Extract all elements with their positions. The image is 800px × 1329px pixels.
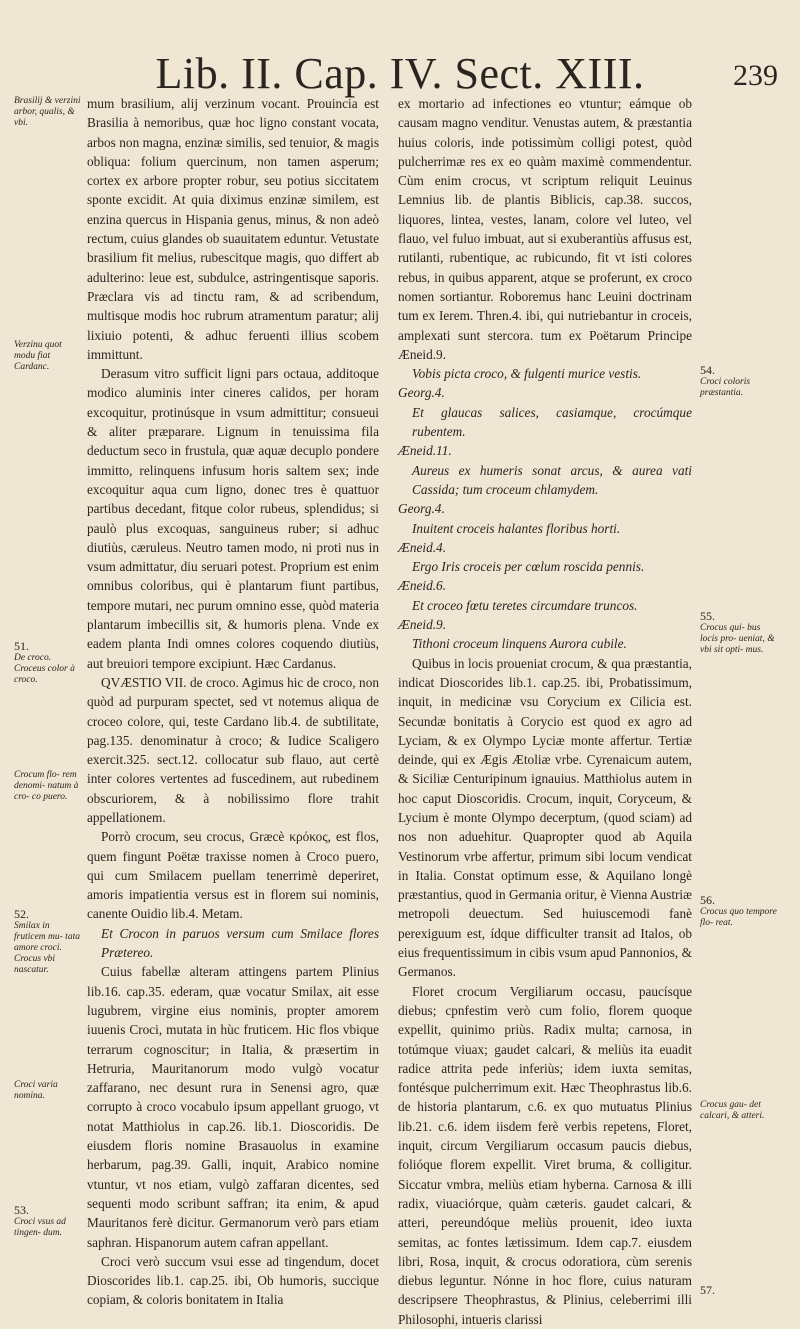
verse-quote: Et glaucas salices, casiamque, crocúmque rubentem. — [412, 404, 692, 440]
right-text-column — [398, 94, 692, 1329]
note-text: Crocus quo tempore flo- reat. — [700, 907, 777, 928]
note-number: 56. — [700, 893, 715, 907]
verse-quote: Ergo Iris croceis per cœlum roscida pennis. — [412, 559, 645, 575]
note-number: 51. — [14, 639, 29, 653]
page-number: 239 — [733, 59, 778, 92]
citation: Georg.4. — [398, 501, 445, 517]
note-number: 55. — [700, 609, 715, 623]
note-text: Brasilij & verzini arbor, qualis, & vbi. — [14, 96, 81, 128]
note-number: 53. — [14, 1203, 29, 1217]
note-number: 54. — [700, 363, 715, 377]
verse-quote: Vobis picta croco, & fulgenti murice vestis. — [412, 366, 642, 382]
verse-quote: Et croceo fœtu teretes circumdare truncos. — [412, 597, 638, 613]
note-text: Croci vsus ad tingen- dum. — [14, 1217, 66, 1238]
margin-note-left — [14, 770, 82, 803]
note-text: De croco. Croceus color à croco. — [14, 653, 75, 685]
paragraph: Derasum vitro sufficit ligni pars octaua, additoque modico aluminis inter cineres calidos, per horam excoquitur, protinúsque in vsum admittitur; consueui & aliter præparare. Lignum in tenuissima fila deductum seco in frustula, quæ aquæ decuplo pondere immitto, relinquens infusum horis saltem sex; inde excoquitur aqua cum ligno, donec tres è quattuor partibus decedant, fitque color rubeus, splendidus; si paulò plus excoquas, sanguineus ruber; si adhuc diutiùs, cæruleus. Neutro tamen modo, ni proti nus in vsum admittatur, diu seruari potest. Proprium est enim omnibus coloribus, qui è plantarum fiunt partibus, tempore mutari, nec purum omnino esse, quòd materia plantarum imbecillis sit, & humoris plena. Vnde ex eadem planta Indi omnes colores coquendo diutiùs, aut breuiori tempore excipiunt. Hæc Cardanus. — [87, 366, 379, 671]
margin-note-left — [14, 1204, 82, 1239]
paragraph: Croci verò succum vsui esse ad tingendum, docet Dioscorides lib.1. cap.25. ibi, Ob humoris, succique copiam, & coloris bonitatem in Italia — [87, 1253, 379, 1308]
verse-quote: Inuitent croceis halantes floribus horti. — [412, 520, 621, 536]
margin-note-left — [14, 340, 82, 373]
margin-note-right — [700, 894, 780, 929]
margin-note-right — [700, 1284, 780, 1297]
margin-note-left — [14, 908, 82, 976]
paragraph: Porrò crocum, seu crocus, Græcè κρόκος, est flos, quem fingunt Poëtæ traxisse nomen à Croco puero, qui cum Smilacem puellam tenerrimè deperiret, amoris impatientia versus est in florem sui nominis, canente Ouidio lib.4. Metam. — [87, 829, 379, 922]
note-number: 57. — [700, 1283, 715, 1297]
note-number: 52. — [14, 907, 29, 921]
paragraph: ex mortario ad infectiones eo vtuntur; eámque ob causam magno venditur. Venustas autem, & præstantia huius coloris, inde potissimùm colligi potest, quòd pulcherrimæ res ex eo quàm maximè commendentur. Cùm enim crocus, vt scriptum reliquit Leuinus Lemnius lib. de plantis Biblicis, cap.38. succos, liquores, lintea, vestes, lanam, colore vel luteo, vel flauo, vel fuluo imbuat, aut si exuberantiùs affusus est, rutilanti, rubentique, ac rubicundo, fit vt isti colores rebus, in quibus apparent, atque se proferunt, ex croco nomen sortiantur. Roboremus hanc Leuini doctrinam tum ex Ierem. Thren.4. ibi, qui nutriebantur in croceis, amplexati sunt stercora. tum ex Poëtarum Principe Æneid.9. — [398, 96, 692, 362]
verse-quote: Aureus ex humeris sonat arcus, & aurea vati Cassida; tum croceum chlamydem. — [412, 462, 692, 497]
verse-quote: Tithoni croceum linquens Aurora cubile. — [412, 636, 627, 652]
paragraph: QVÆSTIO VII. de croco. Agimus hic de croco, non quòd ad purpuram spectet, sed vt notemus aliqua de croceo colore, qui, teste Cardano lib.4. de subtilitate, pag.135. denominatur à croco; & Iudice Scaligero exercit.325. sect.12. collocatur sub flauo, aut certè inter colores vertentes ad fuscedinem, aut rubedinem obscuriorem, & à nobilissimo flore trahit appellationem. — [87, 674, 379, 825]
note-text: Crocus gau- det calcari, & atteri. — [700, 1100, 765, 1121]
note-text: Croci varia nomina. — [14, 1080, 58, 1101]
paragraph: Quibus in locis proueniat crocum, & qua præstantia, indicat Dioscorides lib.1. cap.25. ibi, Probatissimum, inquit, in medicinæ vsu Corycium ex Cilicia est. Secundæ bonitatis à Corycio est quod ex agro ad Lyciam, & ex Olympo Lyciæ monte affertur. Tertiæ deinde, qui ex Ægis Ætoliæ vrbe. Cyrenaicum autem, & Siciliæ Centuripinum ignauius. Matthiolus autem in hoc caput Dioscoridis. Crocum, inquit, Coryceum, & Lycium è monte Olympo decerptum, (quod sciam) ad nos non aduehitur. Quapropter quod ab Aquila Vestinorum vrbe affertur, primum sibi locum vendicat in Italia. Constat optimum esse, & Aquilano longè præstantius, quod in Germania oritur, è Vienna Austriæ metropoli deuectum. Sed huiuscemodi fanè perexiguum est, ídque difficulter transit ad Italos, ob eius frequentissimum in cibis vsum apud Pannonios, & Germanos. — [398, 655, 692, 980]
citation: Æneid.6. — [398, 578, 447, 594]
margin-note-left — [14, 96, 82, 129]
margin-note-left — [14, 1080, 82, 1102]
note-text: Crocus qui- bus locis pro- ueniat, & vbi sit opti- mus. — [700, 623, 775, 655]
paragraph: Floret crocum Vergiliarum occasu, paucísque diebus; cpnfestim verò cum folio, florem quoque expellit, quinimo priùs. Radix multa; carnosa, in totúmque viuax; gaudet calcari, & meliùs ita euadit radice attrita pede inferiùs; idem iuxta semitas, fontésque pulcherrimum exit. Hæc Theophrastus lib.6. de historia plantarum, c.6. ex quo mutuatus Plinius lib.21. c.6. idem iisdem ferè verbis repetens, Floret, inquit, circum Vergiliarum occasum paucis diebus, folióque florem expellit. Viret bruma, & colligitur. Siccatur vmbra, meliùs etiam hyberna. Carnosa & illi radix, viuaciórque, quàm cæteris. gaudet calcari, & atteri, pereundóque meliùs prouenit, ideo iuxta semitas, ac fontes lætissimum. Idem cap.7. eiusdem libri, Rosa, inquit, & crocus odoratiora, cùm serenis diebus leguntur. Nónne in hoc flore, cuius naturam descripsere Theophrastus, & Plinius, celeberrimi illi Philosophi, intueris clarissi — [398, 983, 692, 1327]
citation: Æneid.4. — [398, 539, 447, 555]
verse-quote: Et Crocon in paruos versum cum Smilace flores Prætereo. — [101, 925, 379, 961]
citation: Æneid.11. — [398, 443, 452, 459]
note-text: Crocum flo- rem denomi- natum à cro- co puero. — [14, 770, 79, 802]
chapter-heading: Lib. II. Cap. IV. Sect. XIII. — [155, 49, 645, 98]
paragraph: mum brasilium, alij verzinum vocant. Prouincia est Brasilia à nemoribus, quæ hoc ligno constant vocata, arbos non magna, enzinæ similis, sed tenuior, & magis obliqua: folium quercinum, non tamen asperum; cortex ex arbore propter robur, seu potius siccitatem sponte excidit. At quia diximus enzinæ similem, est enzina quercus in Hispania genus, minus, & non adeò rectum, cuius glandes ob suauitatem eduntur. Vetustate brasilium fit melius, rubescitque magis, quo differt ab adulterino: leue est, subdulce, astringentisque saporis. Præclara vis ad tinctu ram, & ad scribendum, multisque modis hoc rubrum atramentum paratur; alij lixiuio potenti, & adhuc feruenti illius scobem immittunt. — [87, 96, 379, 362]
margin-note-right — [700, 1100, 780, 1122]
citation: Georg.4. — [398, 385, 445, 401]
note-text: Smilax in fruticem mu- tata amore croci. Crocus vbi nascatur. — [14, 921, 80, 975]
note-text: Verzinu quot modu fiat Cardanc. — [14, 340, 62, 372]
margin-note-right — [700, 610, 780, 656]
left-text-column — [87, 94, 379, 1310]
note-text: Croci coloris præstantia. — [700, 377, 751, 398]
paragraph: Cuius fabellæ alteram attingens partem Plinius lib.16. cap.35. ederam, quæ vocatur Smilax, ait esse lugubrem, virgine eius nominis, propter amorem iuuenis Croci, mutata in hùc fruticem. Hic flos vbique terrarum cognoscitur; in Italia, & præsertim in Hetruria, Mauritanorum modo vulgò vocatur zaffarano, nec desunt rura in Senensi agro, quæ corrupto à croco vocabulo ipsum appellant gruogo, vt notat Matthiolus in cap.26. lib.1. Dioscoridis. De eiusdem floris nomine Brasauolus in examine herbarum, pag.39. Galli, inquit, Arabico nomine vtuntur, vt nos etiam, vulgò zaffaran dicentes, sed sequenti modo scribunt saffran; ita enim, & apud Mauritanos ferè dicitur. Germanorum verò pars etiam saphran. Hispanorum autem cafran appellant. — [87, 964, 379, 1250]
margin-note-left — [14, 640, 82, 686]
citation: Æneid.9. — [398, 617, 447, 633]
margin-note-right — [700, 364, 780, 399]
